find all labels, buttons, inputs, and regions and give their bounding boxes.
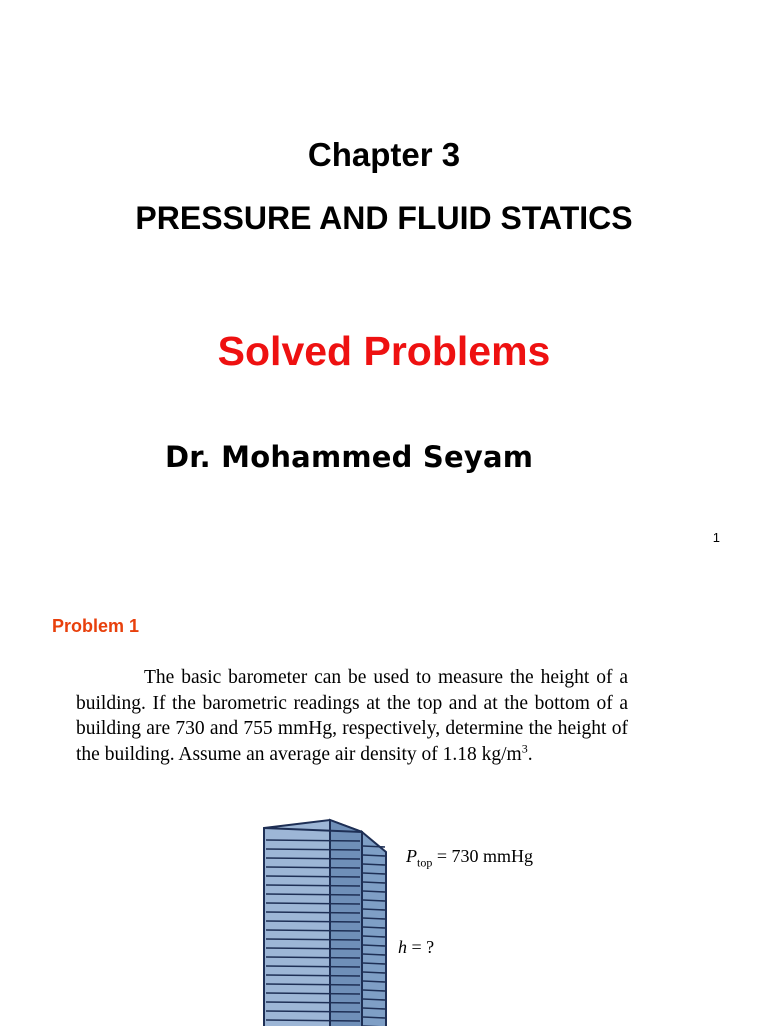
slide-problem-1 <box>0 560 768 1024</box>
problem-text-end: . <box>527 743 533 765</box>
height-symbol: h <box>398 937 407 957</box>
author-name: Dr. Mohammed Seyam <box>165 440 534 474</box>
problem-text-main: The basic barometer can be used to measure the height of a building. If the barometric readings at the top and at the bottom of a building are 730 and 755 mmHg, respectively, determine the height of the building. Assume an average air density of 1.18 kg/m <box>76 667 628 765</box>
pressure-value: = 730 mmHg <box>432 846 533 866</box>
page-number: 1 <box>712 530 720 545</box>
building-illustration <box>258 816 398 1026</box>
height-label <box>398 937 434 958</box>
pressure-top-label <box>406 846 533 871</box>
problem-title: Problem 1 <box>52 616 140 636</box>
pressure-symbol: P <box>406 846 417 866</box>
chapter-title: Chapter 3 <box>307 136 461 173</box>
problem-statement <box>76 665 628 767</box>
chapter-subtitle: PRESSURE AND FLUID STATICS <box>135 200 633 236</box>
solved-problems-heading: Solved Problems <box>217 328 551 374</box>
pressure-subscript: top <box>417 855 433 870</box>
problem-text-superscript: 3 <box>521 741 528 755</box>
height-value: = ? <box>407 937 435 957</box>
